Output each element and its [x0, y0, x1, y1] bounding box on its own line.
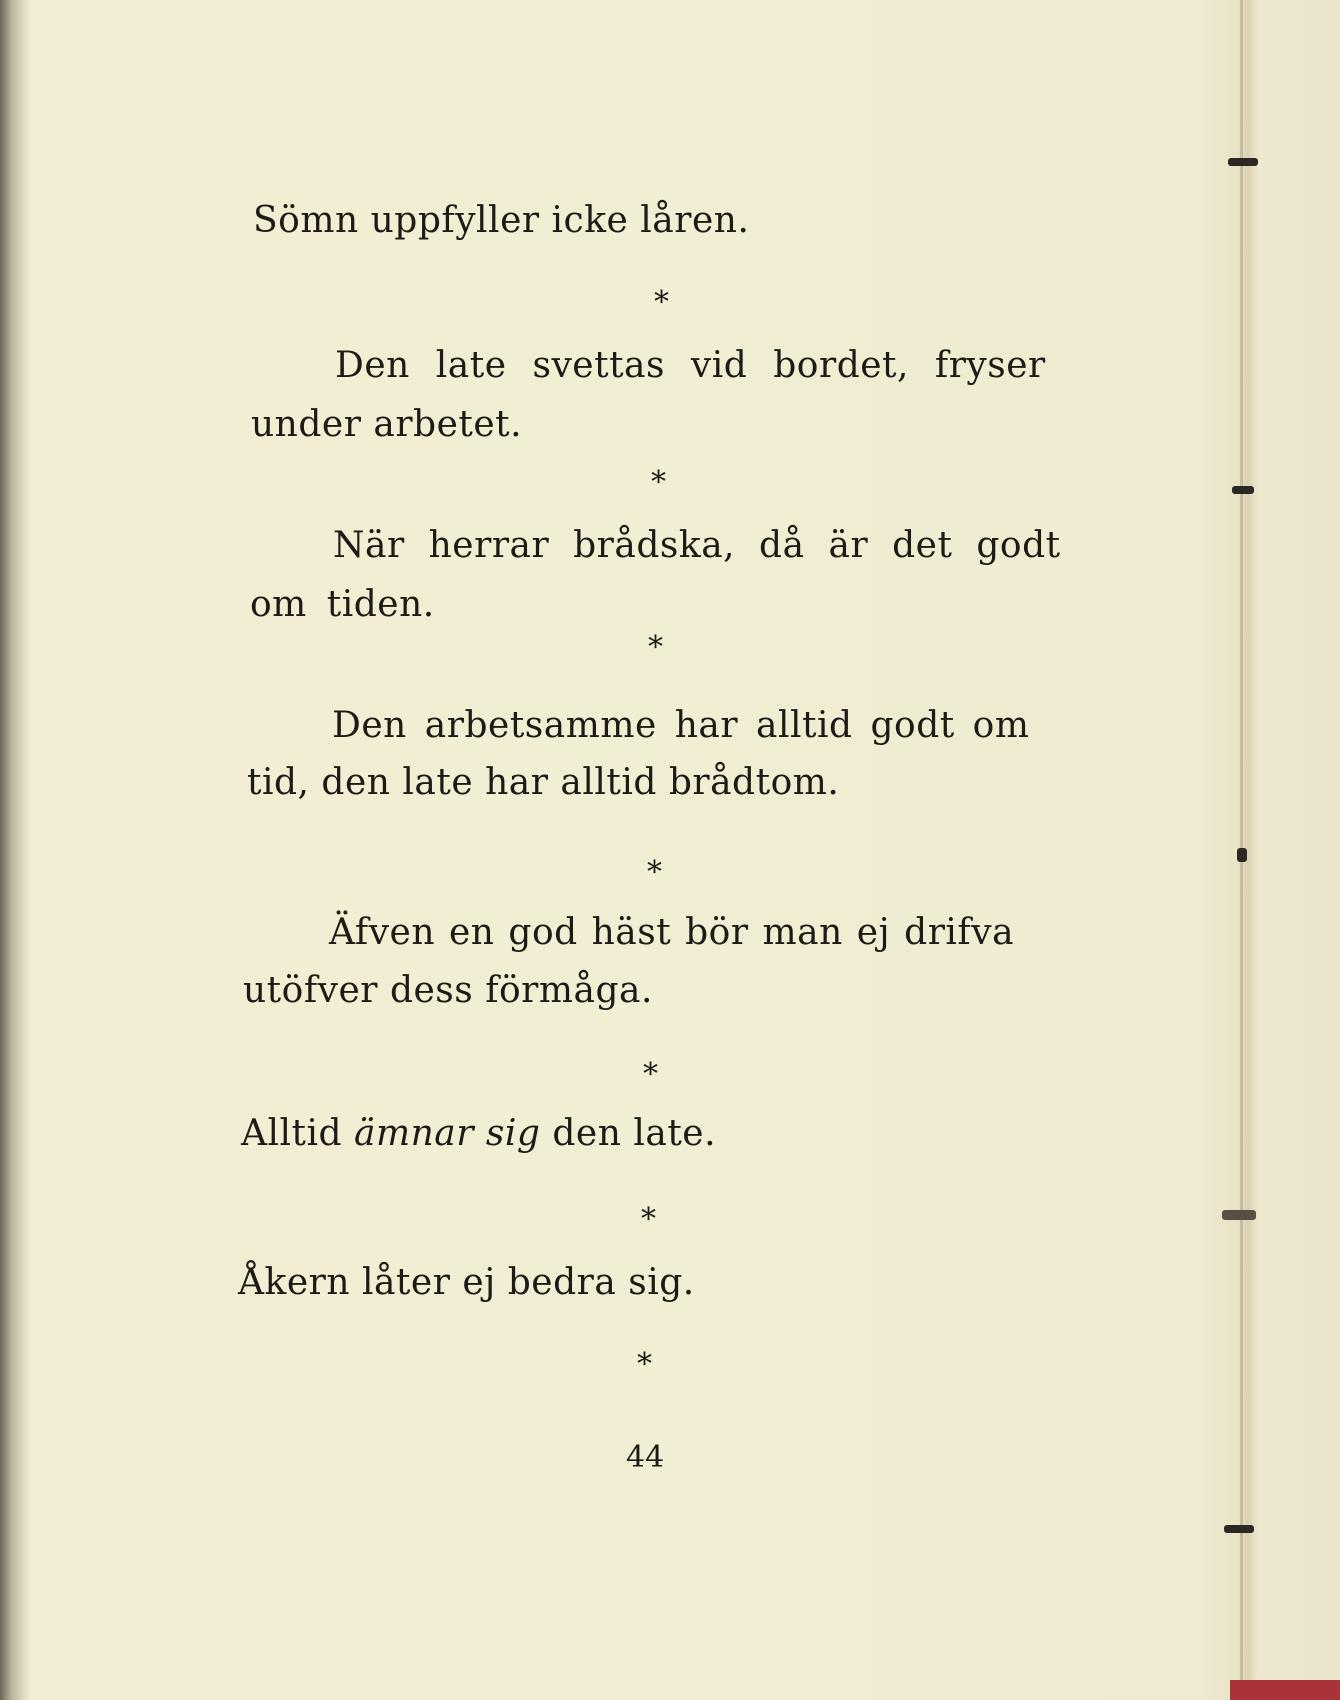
separator-asterisk: * [643, 1057, 658, 1092]
binding-stitch [1222, 1210, 1256, 1220]
proverb-5-line-2: utöfver dess förmåga. [243, 970, 653, 1011]
page-edge-shade [1240, 0, 1340, 1700]
proverb-4-line-1: Den arbetsamme har alltid godt om [332, 705, 1030, 746]
binding-stitch [1224, 1525, 1254, 1533]
proverb-6 [241, 1113, 716, 1154]
proverb-7: Åkern låter ej bedra sig. [238, 1262, 695, 1303]
proverb-6-italic: ämnar sig [354, 1113, 541, 1154]
binding-stitch [1237, 848, 1247, 862]
separator-asterisk: * [641, 1202, 656, 1237]
binding-stitch [1232, 486, 1254, 494]
proverb-3-line-2: om tiden. [250, 584, 435, 625]
proverb-6-start: Alltid [241, 1113, 354, 1154]
proverb-4-line-2: tid, den late har alltid brådtom. [247, 762, 840, 803]
separator-asterisk: * [647, 855, 662, 890]
proverb-5-line-1: Äfven en god häst bör man ej drifva [329, 912, 1015, 953]
separator-asterisk: * [651, 465, 666, 500]
cover-corner [1230, 1680, 1340, 1700]
page-number: 44 [626, 1440, 665, 1475]
binding-stitch [1228, 158, 1258, 166]
separator-asterisk: * [648, 630, 663, 665]
proverb-1: Sömn uppfyller icke låren. [253, 200, 750, 241]
proverb-6-end: den late. [540, 1113, 717, 1154]
proverb-2-line-2: under arbetet. [251, 404, 523, 445]
separator-asterisk: * [654, 285, 669, 320]
proverb-2-line-1: Den late svettas vid bordet, fryser [335, 345, 1046, 386]
proverb-3-line-1: När herrar brådska, då är det godt [333, 525, 1061, 566]
separator-asterisk: * [637, 1347, 652, 1382]
